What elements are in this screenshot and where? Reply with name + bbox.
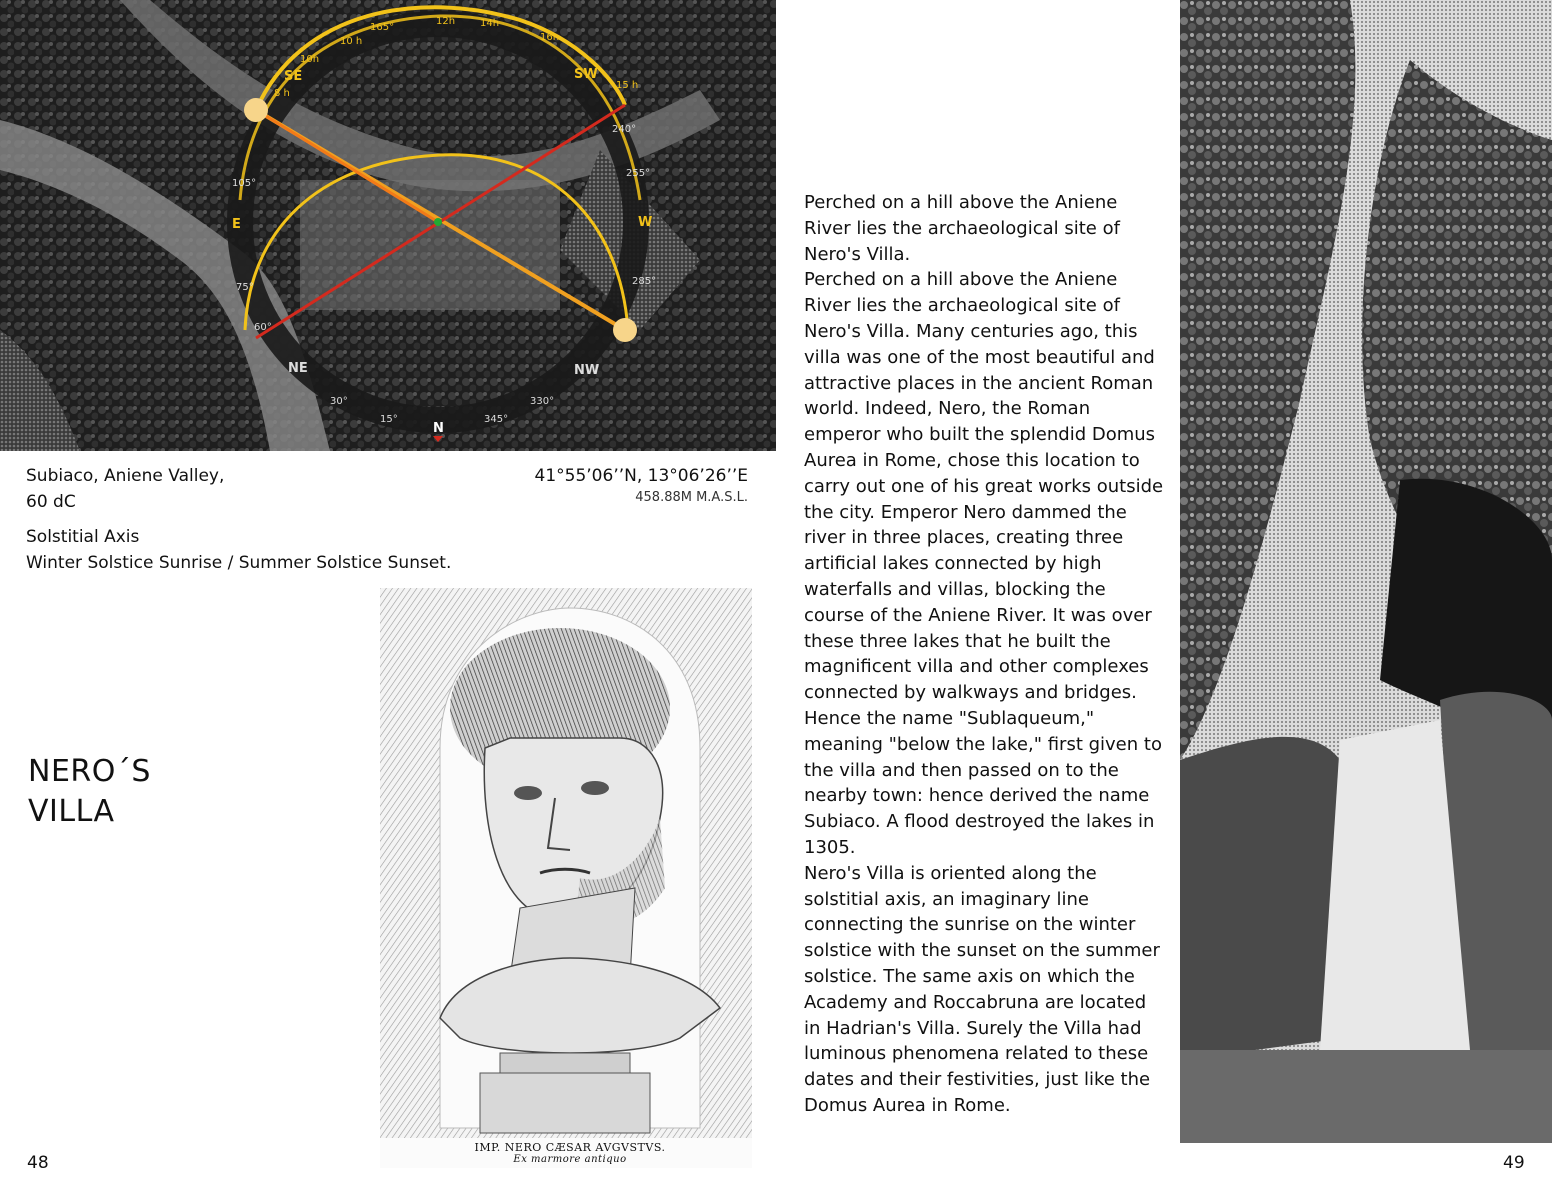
compass-label: E <box>232 217 241 232</box>
waterfall-photo <box>1180 0 1552 1143</box>
degree-label: 60° <box>254 322 272 333</box>
left-rock <box>1180 737 1340 1060</box>
hour-label: 10h <box>300 54 320 65</box>
compass-label: N <box>433 421 444 436</box>
hour-label: 14h <box>480 18 500 29</box>
degree-label: 30° <box>330 396 348 407</box>
bust-illustration <box>380 588 752 1168</box>
center-point <box>434 218 442 226</box>
aerial-photo-solar-diagram <box>0 0 776 451</box>
degree-label: 240° <box>612 124 637 135</box>
hour-label: 16h <box>540 32 560 43</box>
compass-label: SW <box>574 67 598 82</box>
compass-label: NE <box>288 361 308 376</box>
page-title <box>28 752 151 832</box>
date-line: 60 dC <box>26 492 76 512</box>
paragraph: Perched on a hill above the Aniene River lies the archaeological site of Nero's Villa. Many centuries ago, this villa was one of the most beautiful and attractive places in the ancient Roman world. Indeed, Nero, the Roman emperor who built the splendid Domus Aurea in Rome, chose this location to carry out one of his great works outside the city. Emperor Nero dammed the river in three places, creating three artificial lakes connected by high waterfalls and villas, blocking the course of the Aniene River. It was over these three lakes that he built the magnificent villa and other complexes connected by walkways and bridges. Hence the name "Sublaqueum," meaning "below the lake," first given to the villa and then passed on to the nearby town: hence derived the name Subiaco. A flood destroyed the lakes in 1305. <box>804 269 1164 858</box>
article-body <box>804 190 1164 1119</box>
axis-title: Solstitial Axis <box>26 527 140 547</box>
degree-label: 285° <box>632 276 657 287</box>
hour-label: 15 h <box>616 80 639 91</box>
altitude: 458.88M M.A.S.L. <box>635 490 748 505</box>
location-caption <box>26 463 326 515</box>
title-line: VILLA <box>28 794 115 829</box>
waterfall-illustration <box>1180 0 1552 1143</box>
degree-label: 330° <box>530 396 555 407</box>
page-number-left: 48 <box>27 1153 49 1173</box>
degree-label: 255° <box>626 168 651 179</box>
inscription-line: IMP. NERO CÆSAR AVGVSTVS. <box>474 1141 666 1154</box>
hour-label: 10 h <box>340 36 363 47</box>
nero-bust-engraving <box>380 588 752 1168</box>
compass-label: SE <box>284 69 303 84</box>
hour-label: 165° <box>370 22 395 33</box>
left-eye <box>514 786 542 800</box>
coordinates: 41°55’06’’N, 13°06’26’’E <box>534 466 748 486</box>
hour-label: 12h <box>436 16 456 27</box>
degree-label: 15° <box>380 414 398 425</box>
page-number-right: 49 <box>1503 1153 1525 1173</box>
compass-label: W <box>638 215 653 230</box>
summer-sunset-sun <box>613 318 637 342</box>
paragraph: Perched on a hill above the Aniene River lies the archaeological site of Nero's Villa. <box>804 192 1120 265</box>
compass-label: NW <box>574 363 600 378</box>
paragraph: Nero's Villa is oriented along the solstitial axis, an imaginary line connecting the sunrise on the winter solstice with the sunset on the summer solstice. The same axis on which the Academy and Roccabruna are located in Hadrian's Villa. Surely the Villa had luminous phenomena related to these dates and their festivities, just like the Domus Aurea in Rome. <box>804 862 1160 1116</box>
hour-label: 8 h <box>274 88 290 99</box>
axis-description: Winter Solstice Sunrise / Summer Solstice Sunset. <box>26 553 452 573</box>
axis-caption <box>26 524 546 576</box>
pedestal-top <box>500 1053 630 1073</box>
location-line: Subiaco, Aniene Valley, <box>26 466 225 486</box>
title-line: NERO´S <box>28 754 151 789</box>
inscription-subline: Ex marmore antiquo <box>513 1154 627 1165</box>
solar-diagram-svg <box>0 0 776 451</box>
pool-water <box>1180 1050 1552 1143</box>
winter-sunrise-sun <box>244 98 268 122</box>
right-eye <box>581 781 609 795</box>
degree-label: 105° <box>232 178 257 189</box>
pedestal-base <box>480 1073 650 1133</box>
bust-inscription <box>470 1141 670 1165</box>
ruins-area <box>300 180 560 310</box>
degree-label: 75° <box>236 282 254 293</box>
degree-label: 345° <box>484 414 509 425</box>
coordinates-caption <box>500 463 748 507</box>
